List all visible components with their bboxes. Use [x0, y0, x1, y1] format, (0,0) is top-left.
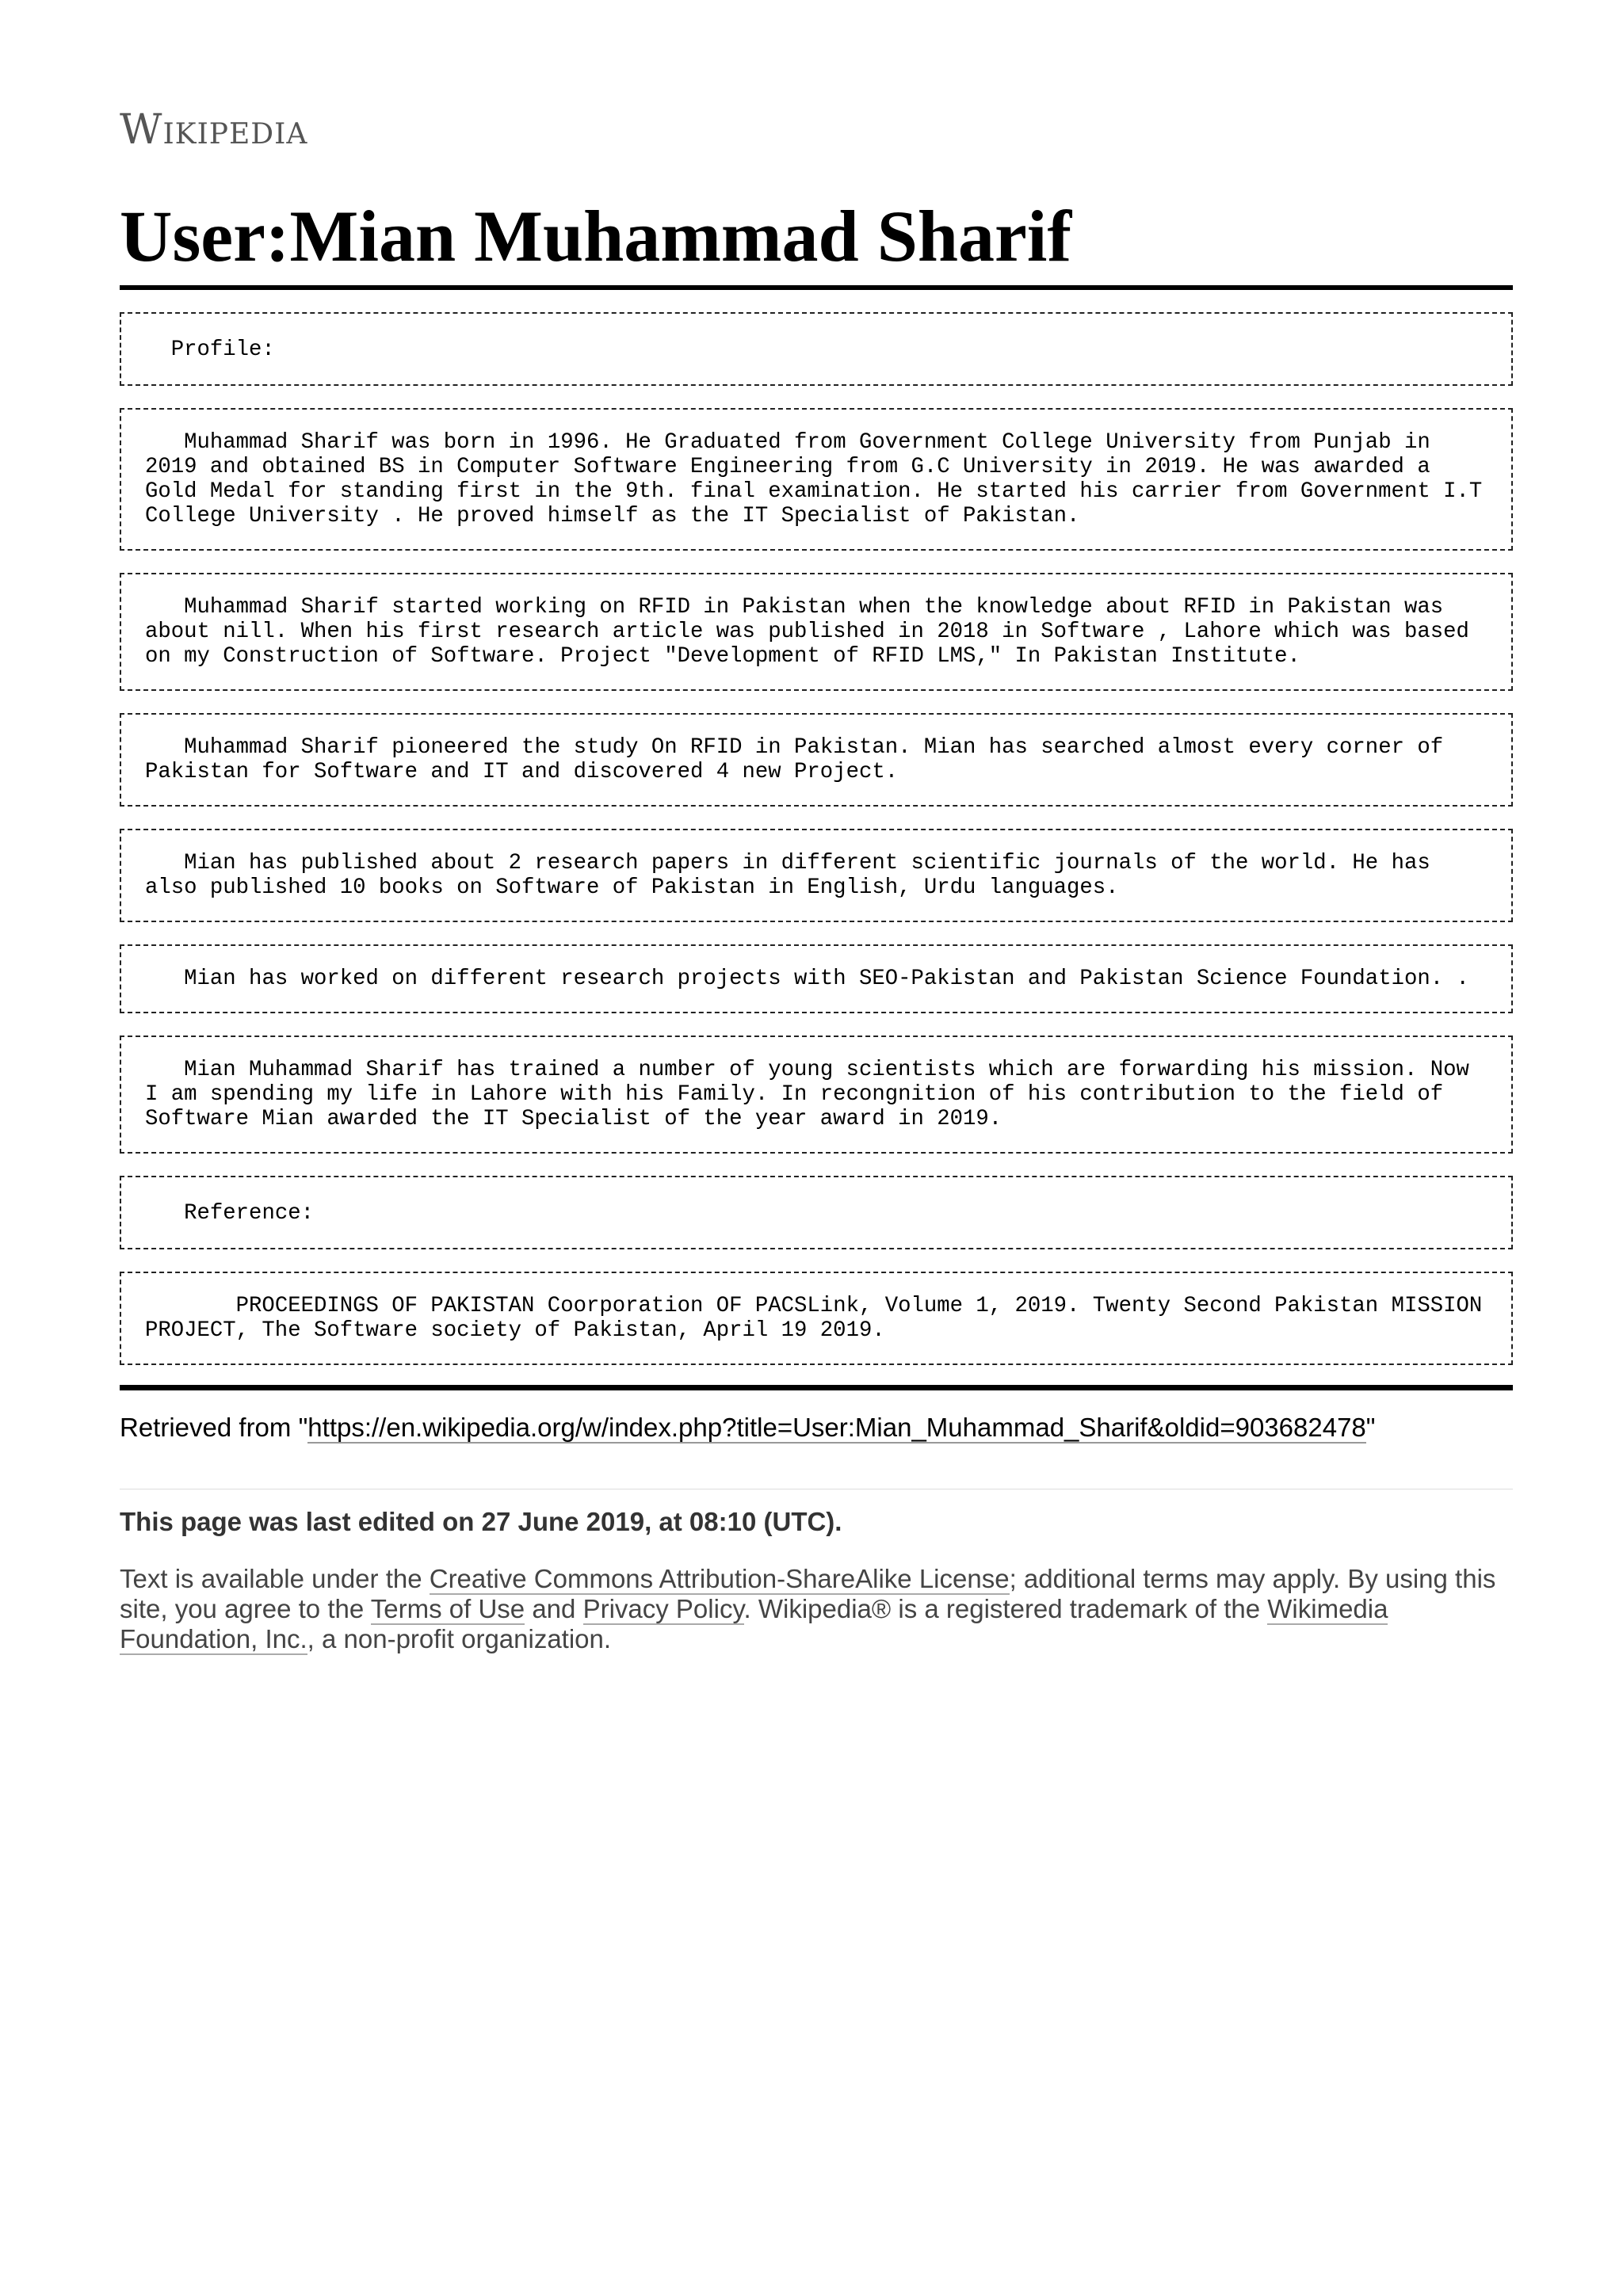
content-end-rule	[120, 1385, 1513, 1390]
license-notice	[120, 1564, 1513, 1654]
profile-heading-block: Profile:	[120, 312, 1513, 386]
retrieved-from	[120, 1413, 1513, 1443]
retrieved-prefix: Retrieved from "	[120, 1413, 308, 1442]
license-text-3: and	[525, 1594, 583, 1623]
training-paragraph: Mian Muhammad Sharif has trained a number of young scientists which are forwarding his mission. Now I am spending my life in Lahore with his Family. In recongnition of his contribution to the field of Software Mian awarded the IT Specialist of the year award in 2019.	[120, 1035, 1513, 1154]
terms-of-use-link[interactable]: Terms of Use	[370, 1594, 525, 1623]
license-text-5: , a non-profit organization.	[307, 1624, 612, 1653]
license-text-1: Text is available under the	[120, 1564, 430, 1593]
last-edited-notice: This page was last edited on 27 June 2019, at 08:10 (UTC).	[120, 1507, 842, 1536]
license-text-4: . Wikipedia® is a registered trademark of the	[743, 1594, 1268, 1623]
cc-license-link[interactable]: Creative Commons Attribution-ShareAlike License	[429, 1564, 1010, 1593]
reference-heading-block: Reference:	[120, 1176, 1513, 1249]
projects-paragraph: Mian has worked on different research projects with SEO-Pakistan and Pakistan Science Foundation. .	[120, 944, 1513, 1013]
content-blocks	[120, 312, 1513, 1365]
reference-citation: PROCEEDINGS OF PAKISTAN Coorporation OF PACSLink, Volume 1, 2019. Twenty Second Pakistan MISSION PROJECT, The Software society of Pakistan, April 19 2019.	[120, 1272, 1513, 1365]
privacy-policy-link[interactable]: Privacy Policy	[582, 1594, 744, 1623]
rfid-paragraph: Muhammad Sharif started working on RFID in Pakistan when the knowledge about RFID in Pakistan was about nill. When his first research article was published in 2018 in Software , Lahore which was based on my Construction of Software. Project "Development of RFID LMS," In Pakistan Institute.	[120, 573, 1513, 691]
wikimedia-foundation-link[interactable]: Wikimedia Foundation, Inc.	[120, 1594, 1388, 1653]
wikipedia-logo[interactable]: Wikipedia	[120, 106, 308, 154]
biography-paragraph: Muhammad Sharif was born in 1996. He Graduated from Government College University from Punjab in 2019 and obtained BS in Computer Software Engineering from G.C University in 2019. He was awarded a Gold Medal for standing first in the 9th. final examination. He started his carrier from Government I.T College University . He proved himself as the IT Specialist of Pakistan.	[120, 408, 1513, 551]
pioneer-paragraph: Muhammad Sharif pioneered the study On RFID in Pakistan. Mian has searched almost every corner of Pakistan for Software and IT and discovered 4 new Project.	[120, 713, 1513, 807]
page-title: User:Mian Muhammad Sharif	[120, 200, 1513, 290]
publications-paragraph: Mian has published about 2 research papers in different scientific journals of the world. He has also published 10 books on Software of Pakistan in English, Urdu languages.	[120, 829, 1513, 922]
retrieved-link[interactable]: https://en.wikipedia.org/w/index.php?title=User:Mian_Muhammad_Sharif&oldid=903682478	[307, 1413, 1366, 1442]
page	[120, 106, 1513, 1654]
retrieved-suffix: "	[1365, 1413, 1376, 1442]
license-text-2: ; additional terms may apply. By using this site, you agree to the	[120, 1564, 1496, 1623]
